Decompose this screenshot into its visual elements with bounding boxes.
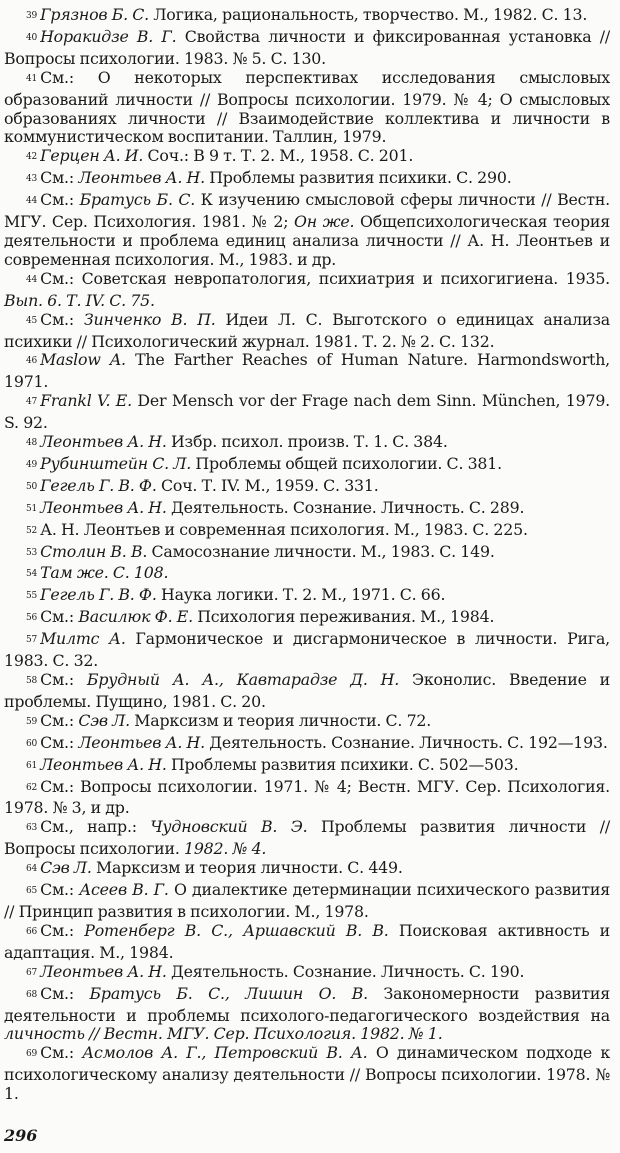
- footnote-text: Закономерности развития деятельности и проблемы психолого-педагогического воздействия на: [4, 983, 610, 1025]
- footnote-text: Психология переживания. М., 1984.: [192, 607, 495, 627]
- footnote-italic-text: Столин В. В.: [40, 541, 148, 561]
- footnote: [4, 671, 610, 712]
- footnote-italic-text: Maslow A.: [40, 350, 126, 370]
- footnote: [4, 756, 610, 778]
- footnote-text: Соч.: В 9 т. Т. 2. М., 1958. С. 201.: [143, 146, 414, 166]
- footnote-text: См.: О некоторых перспективах исследования смысловых образований личности // Вопросы психологии. 1979. № 4; О смысловых образованиях личности // Взаимодействие коллектива и личности в коммунистическом воспитании. Таллин, 1979.: [4, 67, 610, 147]
- footnote-number: 44: [26, 274, 38, 285]
- footnote: [4, 608, 610, 630]
- footnote-text: Марксизм и теория личности. С. 449.: [91, 858, 403, 878]
- footnote: [4, 477, 610, 499]
- footnote: [4, 1044, 610, 1104]
- footnote-italic-text: Братусь Б. С.: [79, 190, 196, 210]
- footnote-italic-text: Frankl V. E.: [40, 391, 132, 411]
- footnote-text: См.:: [40, 983, 90, 1003]
- footnote-italic-text: личность // Вестн. МГУ. Сер. Психология. 1982. № 1.: [4, 1024, 443, 1044]
- footnote-text: Идеи Л. С. Выготского о единицах анализа психики // Психологический журнал. 1981. Т. 2. № 2. С. 132.: [4, 309, 610, 351]
- footnote-text: Проблемы развития личности // Вопросы психологии.: [4, 817, 610, 859]
- footnotes-list: [4, 6, 610, 1104]
- footnote: [4, 499, 610, 521]
- footnote-text: Эконолис. Введение и проблемы. Пущино, 1981. С. 20.: [4, 670, 610, 711]
- footnote-italic-text: Асеев В. Г.: [79, 880, 169, 900]
- footnote-text: The Farther Reaches of Human Nature. Harmondsworth, 1971.: [4, 350, 610, 392]
- footnote-number: 40: [26, 32, 38, 43]
- footnote-number: 58: [26, 676, 38, 686]
- footnote-number: 55: [26, 591, 38, 602]
- footnote-number: 42: [26, 152, 38, 163]
- footnote-number: 64: [26, 864, 38, 875]
- footnote: [4, 311, 610, 352]
- footnote-number: 53: [26, 547, 38, 558]
- footnote-text: См.: Советская невропатология, психиатрия и психогигиена. 1935.: [40, 268, 610, 288]
- footnote-italic-text: Грязнов Б. С.: [40, 5, 149, 24]
- footnote-text: См.:: [40, 710, 79, 730]
- footnote: [4, 963, 610, 985]
- footnote-italic-text: Вып. 6. Т. IV. С. 75.: [4, 290, 155, 310]
- footnote: [4, 859, 610, 881]
- footnote-text: Свойства личности и фиксированная установка // Вопросы психологии. 1983. № 5. С. 130.: [4, 26, 610, 68]
- footnote: [4, 712, 610, 734]
- footnote-number: 67: [26, 967, 38, 978]
- footnote-text: Проблемы развития психики. С. 290.: [204, 168, 512, 188]
- footnote: [4, 778, 610, 819]
- footnote-italic-text: Сэв Л.: [40, 858, 92, 878]
- footnote-number: 48: [26, 438, 38, 449]
- footnote: [4, 881, 610, 922]
- footnote-text: Деятельность. Сознание. Личность. С. 190.: [166, 961, 525, 981]
- footnote: [4, 521, 610, 543]
- footnote-italic-text: Рубинштейн С. Л.: [40, 453, 192, 473]
- footnote: [4, 191, 610, 270]
- footnote-text: Деятельность. Сознание. Личность. С. 192—193.: [204, 732, 608, 752]
- footnote-number: 41: [26, 73, 38, 84]
- footnote-italic-text: Норакидзе В. Г.: [40, 26, 177, 46]
- footnote-italic-text: Зинченко В. П.: [83, 309, 216, 329]
- footnote-italic-text: Леонтьев А. Н.: [40, 497, 167, 517]
- footnote-italic-text: Леонтьев А. Н.: [78, 732, 205, 752]
- footnote-number: 44: [26, 196, 38, 207]
- footnote: [4, 564, 610, 586]
- footnote-text: См.:: [40, 607, 79, 627]
- footnote: [4, 69, 610, 148]
- footnote-text: См.: Вопросы психологии. 1971. № 4; Вестн. МГУ. Сер. Психология. 1978. № 3, и др.: [4, 776, 610, 818]
- footnote: [4, 630, 610, 671]
- footnote: [4, 28, 610, 69]
- footnote-text: Марксизм и теория личности. С. 72.: [129, 710, 432, 730]
- footnote-text: См.:: [40, 670, 87, 689]
- footnote-italic-text: Гегель Г. В. Ф.: [40, 585, 157, 605]
- footnote-italic-text: Ротенберг В. С., Аршавский В. В.: [84, 920, 389, 940]
- footnote-text: А. Н. Леонтьев и современная психология. М., 1983. С. 225.: [40, 519, 528, 539]
- footnote: [4, 392, 610, 433]
- footnote-text: См.:: [40, 309, 84, 329]
- footnote-text: См.:: [40, 168, 79, 188]
- footnote: [4, 818, 610, 859]
- footnote-text: Der Mensch vor der Frage nach dem Sinn. München, 1979. S. 92.: [4, 391, 610, 433]
- footnote-text: Избр. психол. произв. Т. 1. С. 384.: [166, 432, 448, 452]
- footnote-italic-text: Чудновский В. Э.: [150, 817, 308, 837]
- footnote-italic-text: Леонтьев А. Н.: [40, 432, 167, 452]
- footnote-text: См.:: [40, 880, 80, 900]
- page-number: 296: [4, 1126, 38, 1145]
- footnote-text: Самосознание личности. М., 1983. С. 149.: [147, 541, 495, 561]
- footnote-text: О динамическом подходе к психологическому анализу деятельности // Вопросы психологии. 1978. № 1.: [4, 1043, 610, 1104]
- footnote-italic-text: Гегель Г. В. Ф.: [40, 475, 157, 495]
- footnote-text: См.:: [40, 732, 79, 752]
- footnote-number: 62: [26, 782, 38, 793]
- footnote-number: 54: [26, 569, 38, 580]
- footnote-italic-text: Василюк Ф. Е.: [78, 607, 193, 627]
- footnote: [4, 734, 610, 756]
- footnote: [4, 147, 610, 169]
- footnote-text: Логика, рациональность, творчество. М., 1982. С. 13.: [149, 5, 588, 24]
- footnote-number: 60: [26, 738, 38, 749]
- footnote-italic-text: Братусь Б. С., Лишин О. В.: [89, 983, 368, 1003]
- footnote-text: См.:: [40, 190, 80, 210]
- footnote-text: См., напр.:: [40, 817, 151, 837]
- footnote-text: Наука логики. Т. 2. М., 1971. С. 66.: [156, 585, 446, 605]
- footnote-text: См.:: [40, 920, 85, 940]
- footnote-number: 43: [26, 174, 38, 185]
- footnote: [4, 922, 610, 963]
- footnote-text: К изучению смысловой сферы личности // Вестн. МГУ. Сер. Психология. 1981. № 2;: [4, 190, 610, 232]
- footnote-italic-text: Асмолов А. Г., Петровский В. А.: [82, 1043, 368, 1063]
- footnote-italic-text: Брудный А. А., Кавтарадзе Д. Н.: [86, 670, 400, 689]
- footnote: [4, 351, 610, 392]
- footnote-text: Общепсихологическая теория деятельности и проблема единиц анализа личности // А. Н. Леонтьев и современная психология. М., 1983. и др.: [4, 212, 610, 269]
- footnote: [4, 455, 610, 477]
- footnote-text: Проблемы развития психики. С. 502—503.: [166, 754, 519, 774]
- footnote: [4, 586, 610, 608]
- footnote: [4, 985, 610, 1045]
- footnote-text: Гармоническое и дисгармоническое в личности. Рига, 1983. С. 32.: [4, 629, 610, 671]
- footnote-italic-text: Там же. С. 108.: [40, 563, 169, 583]
- footnote-number: 65: [26, 886, 38, 897]
- footnote-italic-text: Он же.: [294, 212, 355, 232]
- footnote-text: Поисковая активность и адаптация. М., 1984.: [4, 920, 610, 962]
- footnote: [4, 6, 610, 28]
- footnote-number: 63: [26, 823, 38, 834]
- footnote-italic-text: Леонтьев А. Н.: [40, 961, 167, 981]
- footnote-italic-text: Милтс А.: [40, 629, 126, 649]
- footnote-number: 59: [26, 716, 38, 727]
- footnote: [4, 433, 610, 455]
- footnote-text: О диалектике детерминации психического развития // Принцип развития в психологии. М., 1978.: [4, 880, 610, 921]
- footnote-number: 68: [26, 989, 38, 1000]
- footnote-number: 52: [26, 525, 38, 536]
- footnote-text: См.:: [40, 1043, 83, 1063]
- footnote: [4, 169, 610, 191]
- footnote-italic-text: Леонтьев А. Н.: [40, 754, 167, 774]
- footnote: [4, 543, 610, 565]
- footnote-italic-text: Леонтьев А. Н.: [78, 168, 205, 188]
- footnote-number: 46: [26, 356, 38, 367]
- footnote-number: 69: [26, 1049, 38, 1060]
- footnote-number: 51: [26, 503, 38, 514]
- footnote-italic-text: Сэв Л.: [78, 710, 130, 730]
- footnote-number: 61: [26, 760, 38, 771]
- footnote-text: Деятельность. Сознание. Личность. С. 289.: [166, 497, 525, 517]
- footnote-number: 56: [26, 613, 38, 624]
- footnote-italic-text: Герцен А. И.: [40, 146, 144, 166]
- footnote: [4, 270, 610, 311]
- footnote-number: 49: [26, 459, 38, 470]
- footnote-text: Проблемы общей психологии. С. 381.: [191, 453, 502, 473]
- footnote-number: 66: [26, 926, 38, 937]
- footnote-number: 50: [26, 481, 38, 492]
- footnote-italic-text: 1982. № 4.: [183, 839, 267, 859]
- footnote-text: Соч. Т. IV. М., 1959. С. 331.: [156, 475, 379, 495]
- footnote-number: 39: [26, 11, 38, 21]
- footnote-number: 47: [26, 397, 38, 408]
- footnote-number: 45: [26, 315, 38, 326]
- footnote-number: 57: [26, 635, 38, 646]
